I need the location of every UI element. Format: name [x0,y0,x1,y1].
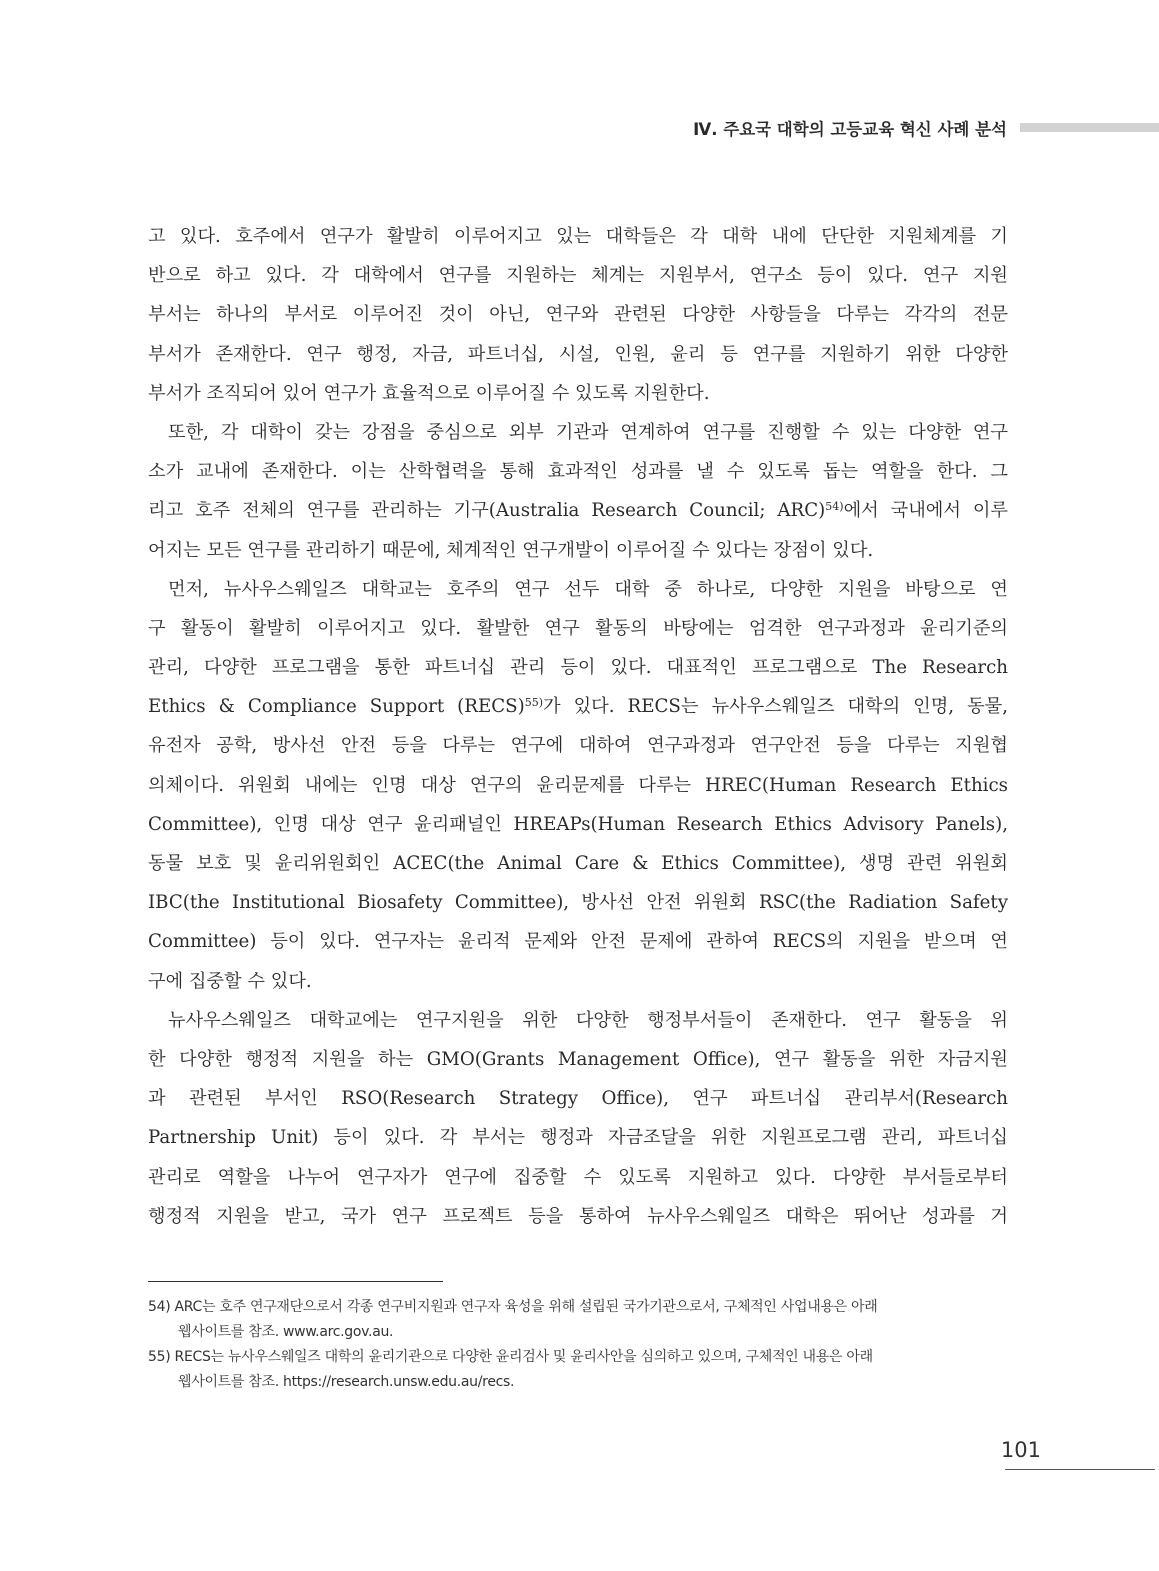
body-line: 유전자 공학, 방사선 안전 등을 다루는 연구에 대하여 연구과정과 연구안전 등을 다루는 지원협 [148,735,1008,757]
body-line: 고 있다. 호주에서 연구가 활발히 이루어지고 있는 대학들은 각 대학 내에 단단한 지원체계를 기 [148,226,1008,247]
footnote-divider [148,1281,443,1282]
body-line: 뉴사우스웨일즈 대학교에는 연구지원을 위한 다양한 행정부서들이 존재한다. 연구 활동을 위 [168,1009,1008,1031]
body-line: 관리, 다양한 프로그램을 통한 파트너십 관리 등이 있다. 대표적인 프로그램으로 The Research [148,657,1008,679]
chapter-title: Ⅳ. 주요국 대학의 고등교육 혁신 사례 분석 [693,120,1007,139]
footnotes [148,1295,1018,1395]
body-text-segment: 가 있다. RECS는 뉴사우스웨일즈 대학의 인명, 동물, [543,696,1009,718]
body-line: IBC(the Institutional Biosafety Committee), 방사선 안전 위원회 RSC(the Radiation Safety [148,892,1008,914]
body-line: 구 활동이 활발히 이루어지고 있다. 활발한 연구 활동의 바탕에는 엄격한 연구과정과 윤리기준의 [148,617,1008,639]
body-line: Partnership Unit) 등이 있다. 각 부서는 행정과 자금조달을 위한 지원프로그램 관리, 파트너십 [148,1127,1008,1149]
body-line: 반으로 하고 있다. 각 대학에서 연구를 지원하는 체계는 지원부서, 연구소 등이 있다. 연구 지원 [148,265,1008,287]
body-line: 구에 집중할 수 있다. [148,970,312,992]
body-line: 또한, 각 대학이 갖는 강점을 중심으로 외부 기관과 연계하여 연구를 진행할 수 있는 다양한 연구 [168,421,1008,443]
body-line: 먼저, 뉴사우스웨일즈 대학교는 호주의 연구 선두 대학 중 하나로, 다양한 지원을 바탕으로 연 [168,578,1008,600]
body-line: 한 다양한 행정적 지원을 하는 GMO(Grants Management Office), 연구 활동을 위한 자금지원 [148,1048,1008,1070]
body-text [148,217,1008,1236]
footnote-54-link[interactable]: 웹사이트를 참조. www.arc.gov.au. [178,1324,394,1340]
page-number: 101 [1000,1438,1041,1462]
footnote-ref-55[interactable]: 55) [524,696,544,710]
body-text-segment: 리고 호주 전체의 연구를 관리하는 기구(Australia Research Council; ARC) [148,500,826,522]
body-line: 부서가 존재한다. 연구 행정, 자금, 파트너십, 시설, 인원, 윤리 등 연구를 지원하기 위한 다양한 [148,343,1008,365]
body-line [148,687,1008,726]
footnote-55-link[interactable]: 웹사이트를 참조. https://research.unsw.edu.au/recs. [178,1374,515,1390]
header-accent-bar [1020,123,1159,132]
body-line: 의체이다. 위원회 내에는 인명 대상 연구의 윤리문제를 다루는 HREC(Human Research Ethics [148,774,1008,796]
body-line: 어지는 모든 연구를 관리하기 때문에, 체계적인 연구개발이 이루어질 수 있다는 장점이 있다. [148,539,874,561]
body-line: Committee), 인명 대상 연구 윤리패널인 HREAPs(Human Research Ethics Advisory Panels), [148,813,1008,835]
body-line: 소가 교내에 존재한다. 이는 산학협력을 통해 효과적인 성과를 낼 수 있도록 돕는 역할을 한다. 그 [148,461,1008,483]
body-line: Committee) 등이 있다. 연구자는 윤리적 문제와 안전 문제에 관하여 RECS의 지원을 받으며 연 [148,931,1008,953]
footnote-ref-54[interactable]: 54) [825,500,844,514]
page-number-rule [1005,1469,1155,1470]
body-text-segment: Ethics & Compliance Support (RECS) [148,696,525,718]
body-line: 관리로 역할을 나누어 연구자가 연구에 집중할 수 있도록 지원하고 있다. 다양한 부서들로부터 [148,1166,1008,1188]
body-line: 과 관련된 부서인 RSO(Research Strategy Office), 연구 파트너십 관리부서(Research [148,1088,1008,1110]
footnote-54: 54) ARC는 호주 연구재단으로서 각종 연구비지원과 연구자 육성을 위해 설립된 국가기관으로서, 구체적인 사업내용은 아래 [148,1299,878,1315]
body-line: 행정적 지원을 받고, 국가 연구 프로젝트 등을 통하여 뉴사우스웨일즈 대학은 뛰어난 성과를 거 [148,1205,1008,1227]
body-line [148,491,1008,530]
body-text-segment: 에서 국내에서 이루 [843,500,1008,522]
body-line: 부서는 하나의 부서로 이루어진 것이 아닌, 연구와 관련된 다양한 사항들을 다루는 각각의 전문 [148,304,1008,326]
body-line: 동물 보호 및 윤리위원회인 ACEC(the Animal Care & Ethics Committee), 생명 관련 위원회 [148,853,1008,874]
body-line: 부서가 조직되어 있어 연구가 효율적으로 이루어질 수 있도록 지원한다. [148,382,710,404]
footnote-55: 55) RECS는 뉴사우스웨일즈 대학의 윤리기관으로 다양한 윤리검사 및 윤리사안을 심의하고 있으며, 구체적인 내용은 아래 [148,1349,873,1365]
